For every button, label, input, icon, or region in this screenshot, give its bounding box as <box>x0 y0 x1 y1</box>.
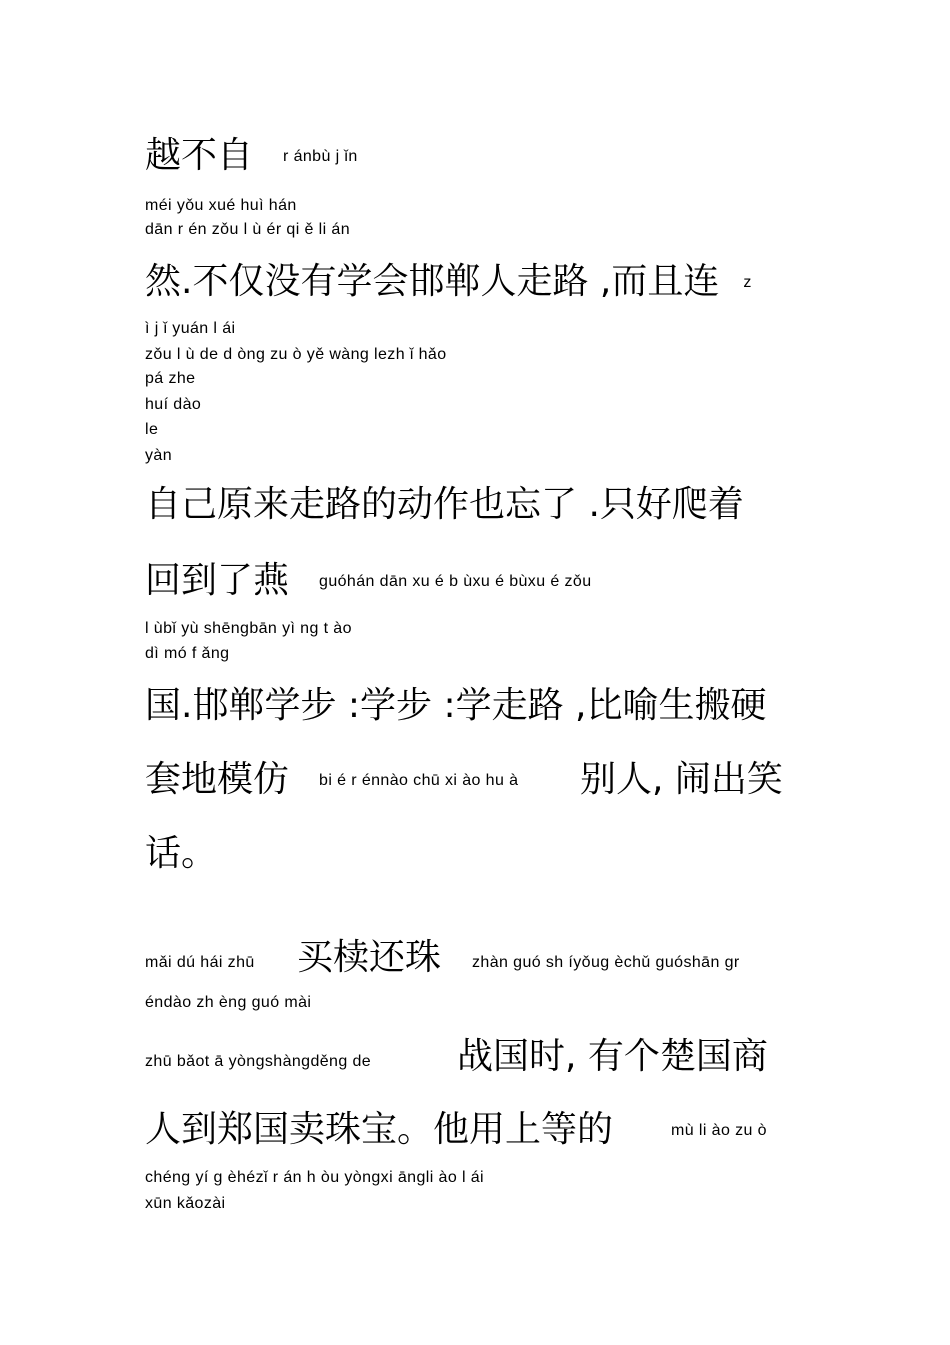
pinyin-line: xūn kǎozài <box>145 1195 226 1212</box>
text-line-hanzi: 自己原来走路的动作也忘了 .只好爬着 <box>145 484 744 525</box>
text-line-hanzi: 然.不仅没有学会邯郸人走路 ,而且连 z <box>145 261 752 302</box>
text-line-hanzi: 别人, 闹出笑 <box>580 759 783 800</box>
text-line-hanzi: 话。 <box>145 833 218 874</box>
pinyin-line: zǒu l ù de d òng zu ò yě wàng lezh ǐ hǎo <box>145 346 447 363</box>
pinyin-line: le <box>145 421 159 438</box>
pinyin-line: yàn <box>145 447 172 464</box>
pinyin-line: dì mó f ǎng <box>145 645 230 662</box>
pinyin-line: dān r én zǒu l ù ér qi ě li án <box>145 221 351 238</box>
pinyin-line: méi yǒu xué huì hán <box>145 197 297 214</box>
pinyin-line: chéng yí g èhézǐ r án h òu yòngxi āngli ào l ái <box>145 1169 485 1186</box>
text-line-hanzi: 国.邯郸学步 :学步 :学走路 ,比喻生搬硬 <box>145 685 767 726</box>
story-title: 买椟还珠 <box>297 937 442 978</box>
pinyin-line: mǎi dú hái zhū <box>145 954 255 971</box>
pinyin-line: huí dào <box>145 396 202 413</box>
pinyin-line: pá zhe <box>145 370 196 387</box>
pinyin-line: l ùbǐ yù shēngbān yì ng t ào <box>145 620 352 637</box>
text-line-hanzi: 越不自 r ánbù j ǐn <box>145 135 358 176</box>
text-line-hanzi: 战国时, 有个楚国商 <box>457 1036 768 1077</box>
pinyin-line: ì j ǐ yuán l ái <box>145 320 236 337</box>
text-line-hanzi: 人到郑国卖珠宝。他用上等的 mù li ào zu ò <box>145 1109 767 1150</box>
text-line-hanzi: 套地模仿 bi é r énnào chū xi ào hu à <box>145 759 519 800</box>
pinyin-line: éndào zh èng guó mài <box>145 994 312 1011</box>
pinyin-line: zhū bǎot ā yòngshàngděng de <box>145 1053 372 1070</box>
text-line-hanzi: 回到了燕 guóhán dān xu é b ùxu é bùxu é zǒu <box>145 560 592 601</box>
pinyin-line: zhàn guó sh íyǒug èchǔ guóshān gr <box>472 954 740 971</box>
